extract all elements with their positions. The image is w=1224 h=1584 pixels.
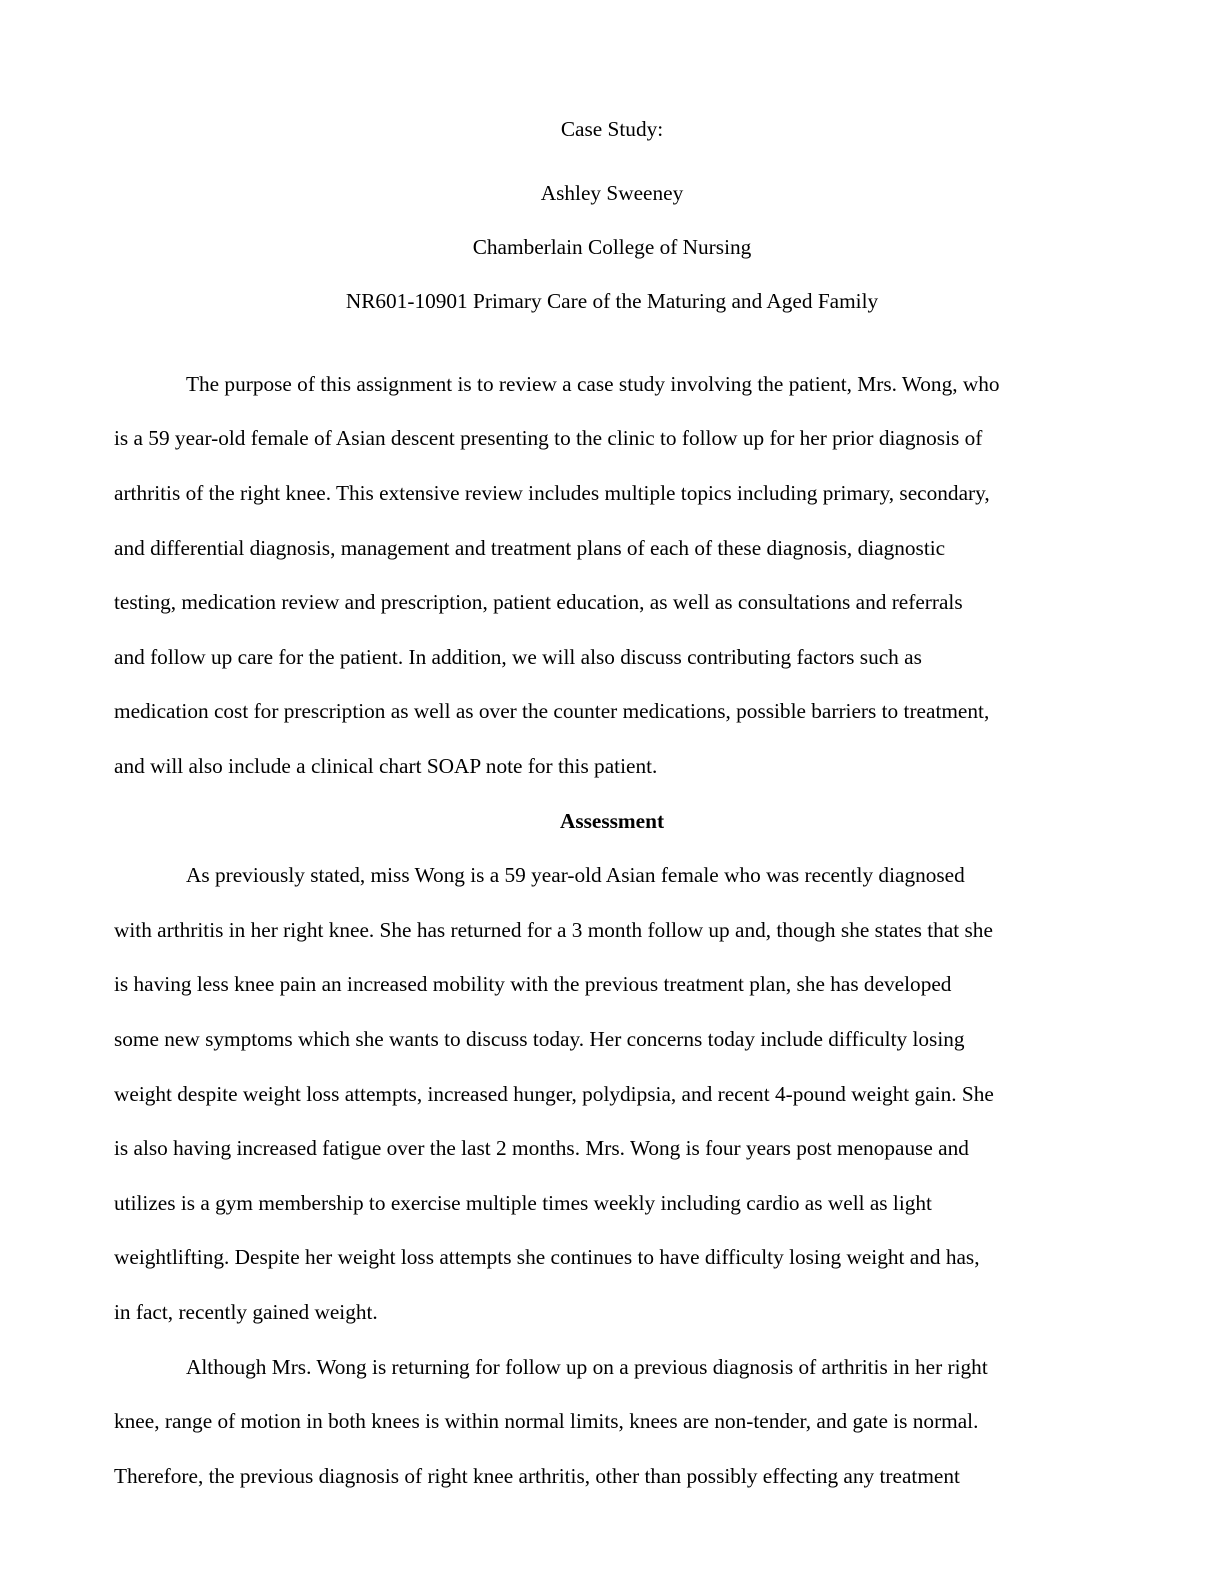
section-heading-assessment: Assessment	[559, 809, 665, 833]
text-line: and follow up care for the patient. In addition, we will also discuss contributing factors such as	[114, 645, 922, 669]
text-line: knee, range of motion in both knees is within normal limits, knees are non-tender, and gate is normal.	[114, 1409, 979, 1433]
text-line: weight despite weight loss attempts, increased hunger, polydipsia, and recent 4-pound weight gain. She	[114, 1082, 994, 1106]
author-name: Ashley Sweeney	[540, 181, 684, 205]
text-line: is also having increased fatigue over the last 2 months. Mrs. Wong is four years post menopause and	[114, 1136, 969, 1160]
text-line: medication cost for prescription as well as over the counter medications, possible barriers to treatment,	[114, 699, 990, 723]
text-line: in fact, recently gained weight.	[114, 1300, 378, 1324]
text-line: with arthritis in her right knee. She has returned for a 3 month follow up and, though she states that she	[114, 918, 993, 942]
course-name: NR601-10901 Primary Care of the Maturing and Aged Family	[345, 289, 879, 313]
text-line: and will also include a clinical chart SOAP note for this patient.	[114, 754, 658, 778]
institution-name: Chamberlain College of Nursing	[472, 235, 752, 259]
text-line: arthritis of the right knee. This extensive review includes multiple topics including primary, secondary,	[114, 481, 990, 505]
text-line: weightlifting. Despite her weight loss attempts she continues to have difficulty losing weight and has,	[114, 1245, 980, 1269]
text-line: is having less knee pain an increased mobility with the previous treatment plan, she has developed	[114, 972, 952, 996]
document-title: Case Study:	[560, 117, 664, 141]
text-line: testing, medication review and prescription, patient education, as well as consultations and referrals	[114, 590, 963, 614]
text-line: utilizes is a gym membership to exercise multiple times weekly including cardio as well as light	[114, 1191, 932, 1215]
text-line: some new symptoms which she wants to discuss today. Her concerns today include difficulty losing	[114, 1027, 965, 1051]
text-line: As previously stated, miss Wong is a 59 year-old Asian female who was recently diagnosed	[186, 863, 965, 887]
text-line: Therefore, the previous diagnosis of right knee arthritis, other than possibly effecting any treatment	[114, 1464, 960, 1488]
text-line: and differential diagnosis, management and treatment plans of each of these diagnosis, diagnostic	[114, 536, 946, 560]
text-line: The purpose of this assignment is to review a case study involving the patient, Mrs. Wong, who	[186, 372, 1000, 396]
text-line: is a 59 year-old female of Asian descent presenting to the clinic to follow up for her prior diagnosis of	[114, 426, 983, 450]
text-line: Although Mrs. Wong is returning for follow up on a previous diagnosis of arthritis in her right	[186, 1355, 988, 1379]
